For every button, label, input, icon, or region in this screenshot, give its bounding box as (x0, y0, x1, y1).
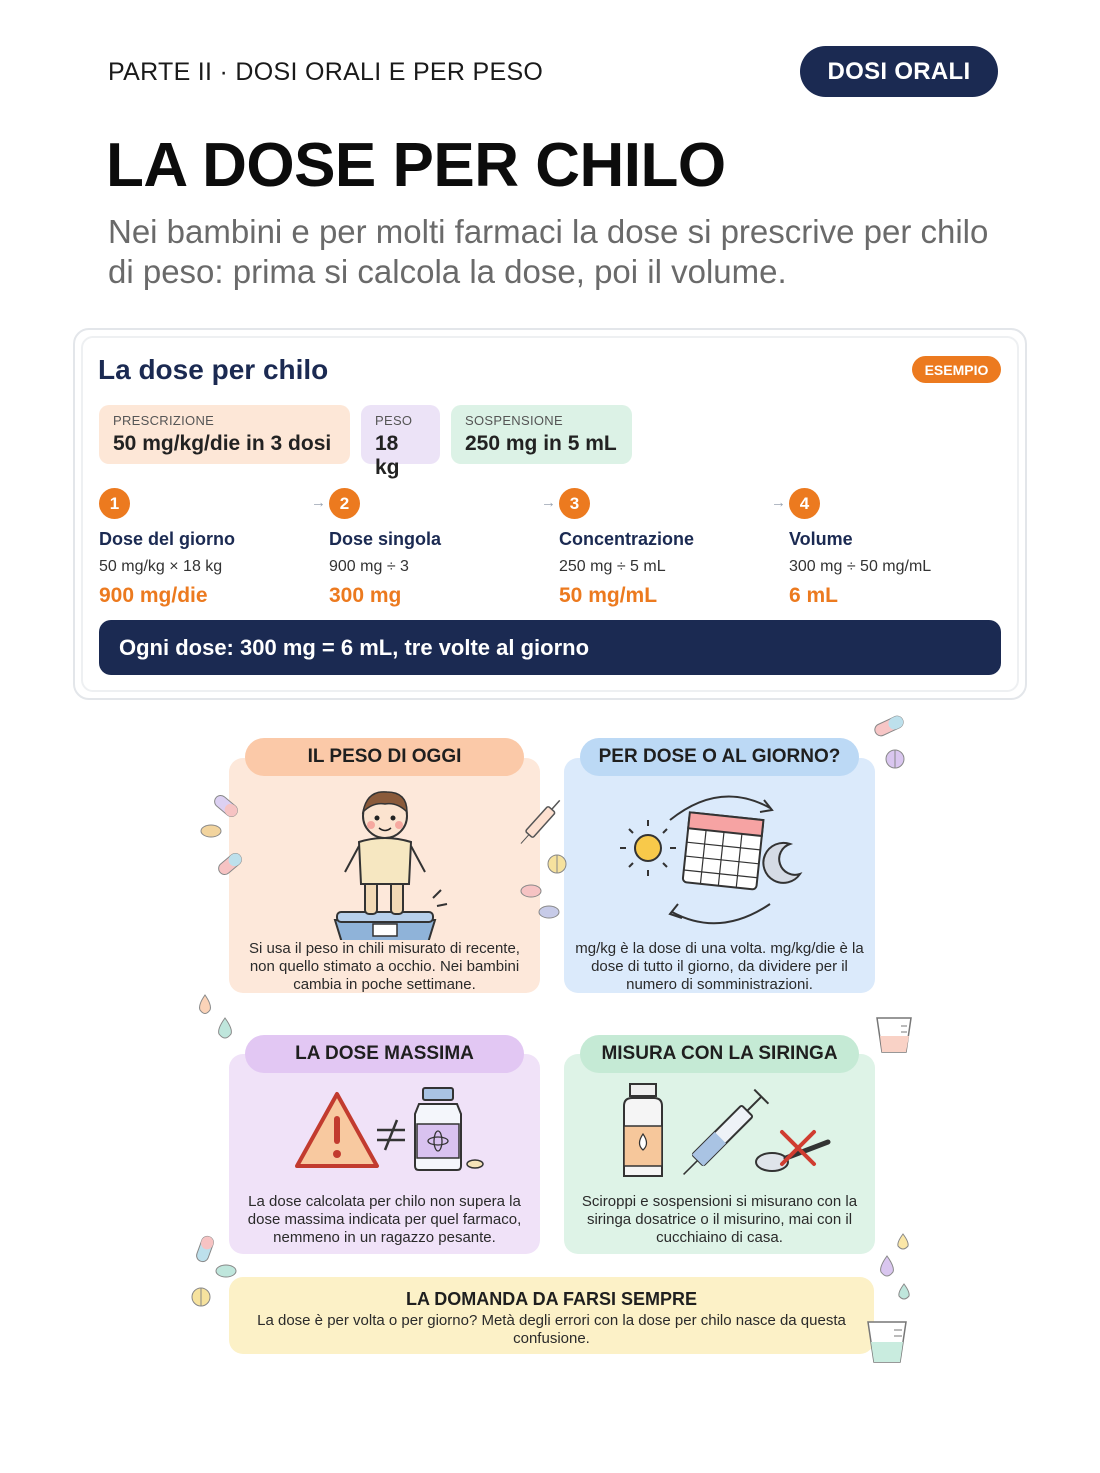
tablet-icon (519, 882, 543, 900)
drop-icon (196, 993, 214, 1017)
arrow-right-icon: → (771, 494, 786, 511)
capsule-icon (872, 715, 906, 737)
step-number: 4 (789, 488, 820, 519)
tablet-icon (190, 1286, 212, 1308)
panel-title: MISURA CON LA SIRINGA (580, 1035, 859, 1073)
step-result: 900 mg/die (99, 584, 208, 607)
step-number: 1 (99, 488, 130, 519)
key-question-text: La dose è per volta o per giorno? Metà degli errori con la dose per chilo nasce da questa confusione. (257, 1312, 846, 1347)
chip-label: PRESCRIZIONE (113, 413, 215, 428)
chip-value: 250 mg in 5 mL (465, 432, 617, 455)
step-title: Dose del giorno (99, 529, 236, 549)
step-calculation: 250 mg ÷ 5 mL (559, 558, 666, 575)
summary-bar: Ogni dose: 300 mg = 6 mL, tre volte al giorno (99, 620, 1001, 675)
child-on-scale-icon (315, 780, 455, 940)
chip-label: PESO (375, 413, 413, 428)
drop-icon (215, 1016, 235, 1042)
panel-title: PER DOSE O AL GIORNO? (580, 738, 859, 776)
weight-chip (361, 405, 440, 479)
example-card-title: La dose per chilo (98, 354, 329, 385)
prescription-chip (99, 405, 350, 464)
panel-text: La dose calcolata per chilo non supera la dose massima indicata per quel farmaco, nemmeno in un ragazzo pesante. (247, 1193, 522, 1246)
capsule-icon (210, 790, 242, 822)
tablet-icon (537, 903, 561, 921)
drop-icon (896, 1282, 912, 1302)
section-label: PARTE II · DOSI ORALI E PER PESO (108, 58, 544, 86)
chip-value: 50 mg/kg/die in 3 dosi (113, 432, 332, 455)
warning-not-equal-vial-icon (295, 1084, 495, 1184)
step-title: Concentrazione (559, 529, 695, 549)
step-3 (541, 488, 779, 608)
panel-text: mg/kg è la dose di una volta. mg/kg/die è la dose di tutto il giorno, da dividere per il numero di somministrazioni. (575, 940, 864, 993)
panel-text: Sciroppi e sospensioni si misurano con la siringa dosatrice o il misurino, mai con il cucchiaino di casa. (581, 1193, 858, 1246)
step-result: 300 mg (329, 584, 402, 607)
step-title: Dose singola (329, 529, 442, 549)
panel-title: LA DOSE MASSIMA (245, 1035, 524, 1073)
panel-weight (229, 758, 540, 993)
step-calculation: 50 mg/kg × 18 kg (99, 558, 223, 575)
step-title: Volume (789, 529, 853, 549)
page-title: LA DOSE PER CHILO (106, 131, 726, 200)
capsule-icon (190, 1232, 220, 1266)
chip-label: SOSPENSIONE (465, 413, 563, 428)
page-subtitle: Nei bambini e per molti farmaci la dose si prescrive per chilo di peso: prima si calcola la dose, poi il volume. (108, 213, 989, 290)
calendar-sun-moon-icon (620, 788, 820, 938)
step-result: 50 mg/mL (559, 584, 658, 607)
tablet-icon (546, 853, 568, 875)
tablet-icon (884, 748, 906, 770)
measuring-cup-icon (864, 1316, 910, 1366)
arrow-right-icon: → (541, 494, 556, 511)
chip-value: 18 kg (375, 432, 400, 479)
key-question-box (229, 1277, 874, 1354)
tablet-icon (214, 1262, 238, 1280)
example-badge: ESEMPIO (912, 356, 1001, 383)
panel-max-dose (229, 1054, 540, 1254)
key-question-title: LA DOMANDA DA FARSI SEMPRE (405, 1289, 697, 1309)
step-2 (311, 488, 549, 608)
tablet-icon (199, 822, 223, 840)
panel-per-dose-or-day (564, 758, 875, 993)
category-badge: DOSI ORALI (800, 46, 998, 97)
step-4 (771, 488, 1009, 608)
syringe-icon (514, 788, 572, 850)
step-number: 2 (329, 488, 360, 519)
panel-syringe (564, 1054, 875, 1254)
step-result: 6 mL (789, 584, 839, 607)
step-calculation: 300 mg ÷ 50 mg/mL (789, 558, 932, 575)
step-calculation: 900 mg ÷ 3 (329, 558, 409, 575)
suspension-chip (451, 405, 632, 464)
panel-title: IL PESO DI OGGI (245, 738, 524, 776)
drop-icon (877, 1254, 897, 1280)
step-1 (99, 488, 319, 608)
step-number: 3 (559, 488, 590, 519)
measuring-cup-icon (873, 1012, 915, 1056)
syrup-syringe-spoon-icon (614, 1082, 844, 1182)
arrow-right-icon: → (311, 494, 326, 511)
panel-text: Si usa il peso in chili misurato di recente, non quello stimato a occhio. Nei bambini cambia in poche settimane. (249, 940, 520, 993)
capsule-icon (214, 848, 246, 880)
drop-icon (895, 1232, 911, 1252)
